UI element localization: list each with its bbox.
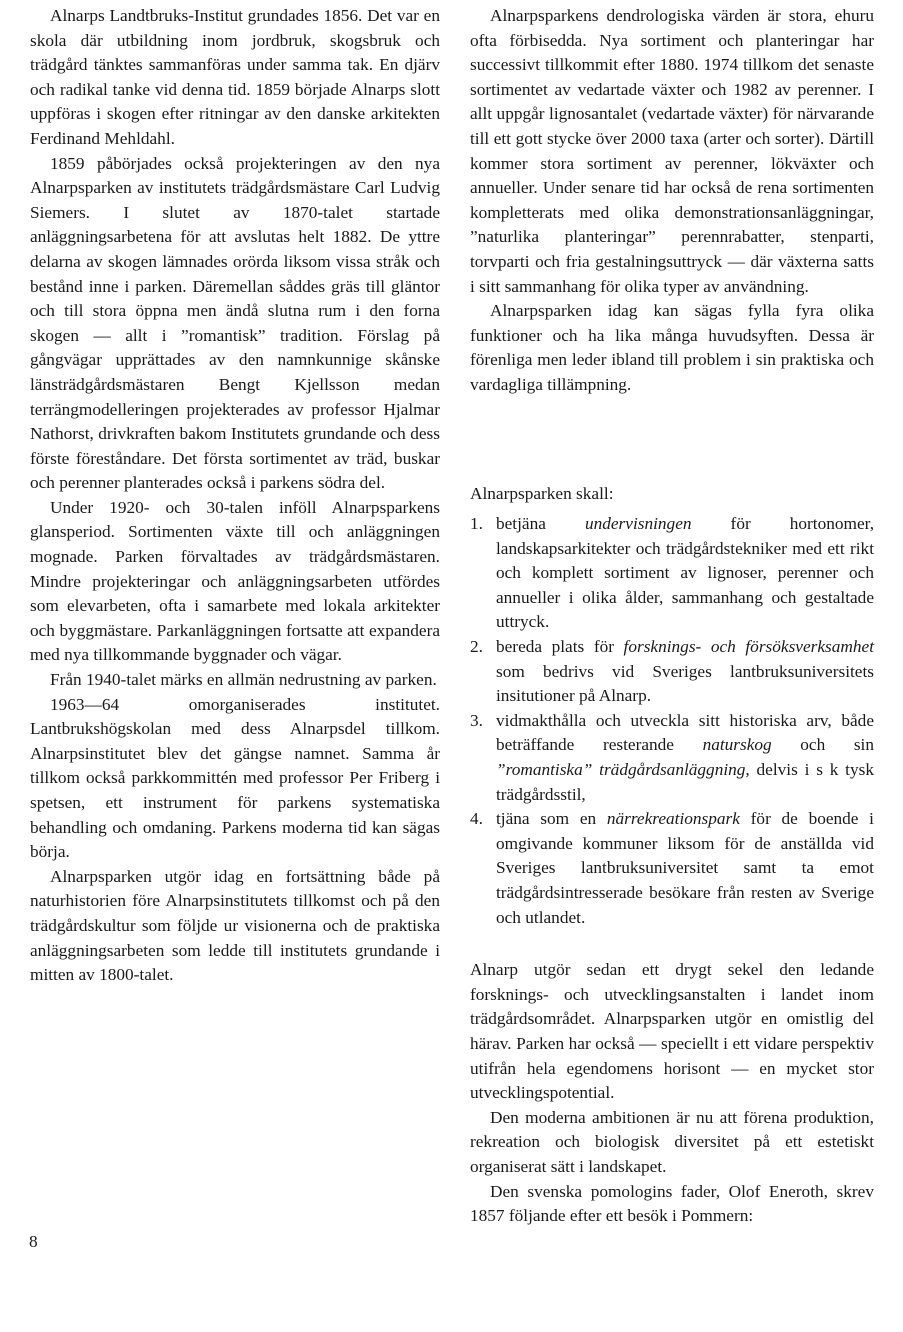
goal-text: tjäna som en <box>496 809 607 829</box>
history-paragraph-continuation: Alnarpsparken utgör idag en fortsättning både på naturhistorien före Alnarpsinstitutets tillkomst och på den trädgårdskultur som följde ur visionerna och de praktiska anläggningsarbeten som ledde till institutets grundande i mitten av 1800-talet. <box>30 866 440 985</box>
history-paragraph-reorganisation: 1963—64 omorganiserades institutet. Lantbrukshögskolan med dess Alnarpsdel tillkom. Alnarpsinstitutet blev det gängse namnet. Samma år tillkom också parkkommittén med professor Per Friberg i spetsen, ett instrument för parkens systematiska behandling och omdaning. Parkens moderna tid kan sägas börja. <box>30 694 440 862</box>
goal-text: betjäna <box>496 514 585 534</box>
eneroth-quote-intro: Den svenska pomologins fader, Olof Eneroth, skrev 1857 följande efter ett besök i Pommern: <box>470 1181 874 1226</box>
page-number: 8 <box>29 1232 38 1251</box>
goal-number: 4. <box>470 809 483 829</box>
right-column <box>470 4 874 1229</box>
goal-number: 3. <box>470 710 483 730</box>
alnarp-research-paragraph: Alnarp utgör sedan ett drygt sekel den ledande forsknings- och utvecklingsanstalten i landet inom trädgårdsområdet. Alnarpsparken utgör en omistlig del härav. Parken har också — speciellt i ett vidare perspektiv utifrån hela egendomens horisont — en mycket stor utvecklingspotential. <box>470 960 874 1103</box>
goal-text: bereda plats för <box>496 637 624 657</box>
history-paragraph-decline: Från 1940-talet märks en allmän nedrustning av parken. <box>50 670 437 690</box>
functions-paragraph: Alnarpsparken idag kan sägas fylla fyra olika funktioner och ha lika många huvudsyften. Dessa är förenliga men leder ibland till problem i sin praktiska och vardagliga tillämpning. <box>470 301 874 394</box>
history-paragraph-golden-age: Under 1920- och 30-talen inföll Alnarpsparkens glansperiod. Sortimenten växte till och anläggningen mognade. Parken förvaltades av trädgårdsmästaren. Mindre projekteringar och anläggningsarbeten utfördes som elevarbeten, ofta i samarbete med lokala arkitekter och byggmästare. Parkanläggningen fortsatte att expandera med nya tillkommande byggnader och vägar. <box>30 497 440 665</box>
goals-list-intro: Alnarpsparken skall: <box>470 483 614 503</box>
history-paragraph-founding: Alnarps Landtbruks-Institut grundades 1856. Det var en skola där utbildning inom jordbruk, skogsbruk och trädgård tänktes sammanföras under samma tak. En djärv och radikal tanke vid denna tid. 1859 började Alnarps slott uppföras i skogen efter ritningar av den danske arkitekten Ferdinand Mehldahl. <box>30 6 440 148</box>
goal-text: vidmakthålla och utveckla sitt historiska arv, både beträffande resterande <box>496 710 874 755</box>
left-column <box>30 4 440 988</box>
goals-list <box>470 512 874 930</box>
goal-item <box>470 807 874 930</box>
goal-item <box>470 635 874 709</box>
goal-emphasis: naturskog <box>702 735 772 755</box>
modern-ambition-paragraph: Den moderna ambitionen är nu att förena produktion, rekreation och biologisk diversitet på ett estetiskt organiserat sätt i landskapet. <box>470 1107 874 1176</box>
history-paragraph-park-design: 1859 påbörjades också projekteringen av den nya Alnarpsparken av institutets trädgårdsmästare Carl Ludvig Siemers. I slutet av 1870-talet startade anläggningsarbetena för att avslutas helt 1882. De yttre delarna av skogen lämnades orörda liksom vissa stråk och bestånd inne i parken. Däremellan såddes gräs till gläntor och till stora öppna men ändå slutna rum i den forna skogen — allt i ”romantisk” tradition. Förslag på gångvägar upprättades av den namnkunnige skånske länsträdgårdsmästaren Bengt Kjellsson medan terrängmodelleringen projekterades av professor Hjalmar Nathorst, drivkraften bakom Institutets grundande och dess förste föreståndare. Det första sortimentet av träd, buskar och perenner planterades också i parkens södra del. <box>30 153 440 493</box>
goal-number: 1. <box>470 514 483 534</box>
goal-item <box>470 512 874 635</box>
goal-text: för de boende i omgivande kommuner liksom för de anställda vid Sveriges lantbruksuniversitet samt ta emot trädgårdsintresserade besökare från resten av Sverige och utlandet. <box>496 809 874 927</box>
goal-text: för hortonomer, landskapsarkitekter och trädgårdstekniker med ett rikt och komplett sortiment av lignoser, perenner och annueller i olika ålder, sammanhang och gestaltade uttryck. <box>496 514 875 632</box>
goal-emphasis: ”romantiska” trädgårdsanläggning, <box>496 760 750 780</box>
goal-emphasis: forsknings- och försöksverksamhet <box>623 637 874 657</box>
dendrology-paragraph: Alnarpsparkens dendrologiska värden är stora, ehuru ofta förbisedda. Nya sortiment och planteringar har successivt tillkommit efter 1880. 1974 tillkom det senaste sortimentet av vedartade växter och 1982 av perenner. I allt uppgår lignosantalet (vedartade växter) för närvarande till ett gott stycke över 2000 taxa (arter och sorter). Därtill kommer stora sortiment av perenner, lökväxter och annueller. Under senare tid har också de rena sortimenten kompletterats med olika demonstrationsanläggningar, ”naturlika planteringar” perennrabatter, stenparti, torvparti och fria gestalningsuttryck — där växterna satts i sitt sammanhang för olika typer av användning. <box>470 6 874 296</box>
goal-item <box>470 709 874 807</box>
goal-text: och sin <box>771 735 875 755</box>
goal-number: 2. <box>470 637 483 657</box>
goal-text: som bedrivs vid Sveriges lantbruksuniversitets insitutioner på Alnarp. <box>496 661 874 706</box>
goal-text: delvis i s k tysk trädgårdsstil, <box>496 760 874 804</box>
goal-emphasis: närrekreationspark <box>606 809 740 829</box>
goal-emphasis: undervisningen <box>584 514 692 534</box>
